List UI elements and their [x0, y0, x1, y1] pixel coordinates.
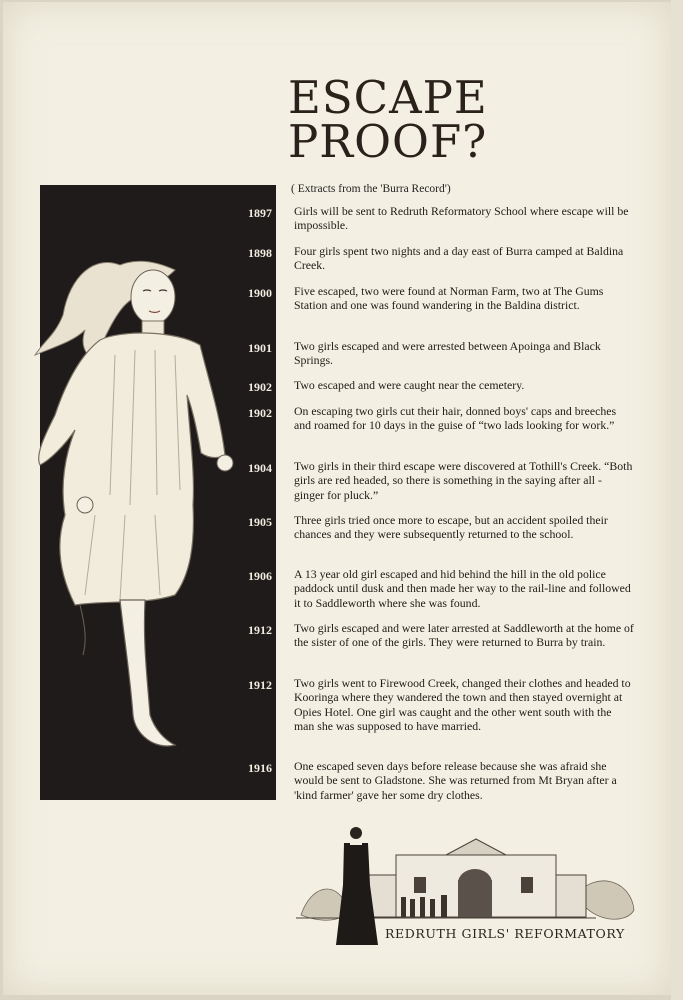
entry-year: 1916	[248, 761, 272, 775]
entry-text: On escaping two girls cut their hair, donned boys' caps and breeches and roamed for 10 days in the guise of “two lads looking for work.”	[294, 404, 617, 433]
entry-year: 1912	[248, 678, 272, 692]
entry-text: Two girls escaped and were later arrested at Saddleworth at the home of the sister of one of the girls. They were returned to Burra by train.	[294, 621, 634, 650]
entry-text: Two girls escaped and were arrested between Apoinga and Black Springs.	[294, 339, 601, 368]
entry-year: 1904	[248, 461, 272, 475]
entry-year: 1900	[248, 286, 272, 300]
entry-text: Three girls tried once more to escape, but an accident spoiled their chances and they were subsequently returned to the school.	[294, 513, 608, 542]
entry-year: 1912	[248, 623, 272, 637]
entry-text: Five escaped, two were found at Norman Farm, two at The Gums Station and one was found wandering in the Baldina district.	[294, 284, 604, 313]
entry-text: Girls will be sent to Redruth Reformatory School where escape will be impossible.	[294, 204, 629, 233]
board-edge	[671, 0, 683, 1000]
entry-text: Four girls spent two nights and a day east of Burra camped at Baldina Creek.	[294, 244, 624, 273]
entry-text: Two escaped and were caught near the cemetery.	[294, 378, 525, 392]
page-title	[288, 71, 488, 168]
running-girl-illustration	[25, 245, 245, 765]
entry-year: 1902	[248, 380, 272, 394]
entry-text: A 13 year old girl escaped and hid behind the hill in the old police paddock until dusk and then made her way to the rail-line and followed it to Saddleworth where she was found.	[294, 567, 631, 610]
entry-text: Two girls went to Firewood Creek, changed their clothes and headed to Kooringa where they wandered the town and then stayed overnight at Opies Hotel. One girl was caught and the other went south with the man she was supposed to have married.	[294, 676, 631, 734]
entry-year: 1902	[248, 406, 272, 420]
subtitle: ( Extracts from the 'Burra Record')	[291, 183, 451, 195]
title-line-2: PROOF?	[288, 115, 488, 168]
entry-year: 1901	[248, 341, 272, 355]
entry-year: 1898	[248, 246, 272, 260]
entry-year: 1905	[248, 515, 272, 529]
entry-text: Two girls in their third escape were discovered at Tothill's Creek. “Both girls are red headed, so there is something in the saying after all - ginger for pluck.”	[294, 459, 633, 502]
footer-label: REDRUTH GIRLS' REFORMATORY	[385, 926, 625, 941]
title-line-1: ESCAPE	[288, 71, 488, 124]
entry-text: One escaped seven days before release because she was afraid she would be sent to Gladstone. She was returned from Mt Bryan after a 'kind farmer' gave her some dry clothes.	[294, 759, 617, 802]
entry-year: 1897	[248, 206, 272, 220]
entry-year: 1906	[248, 569, 272, 583]
